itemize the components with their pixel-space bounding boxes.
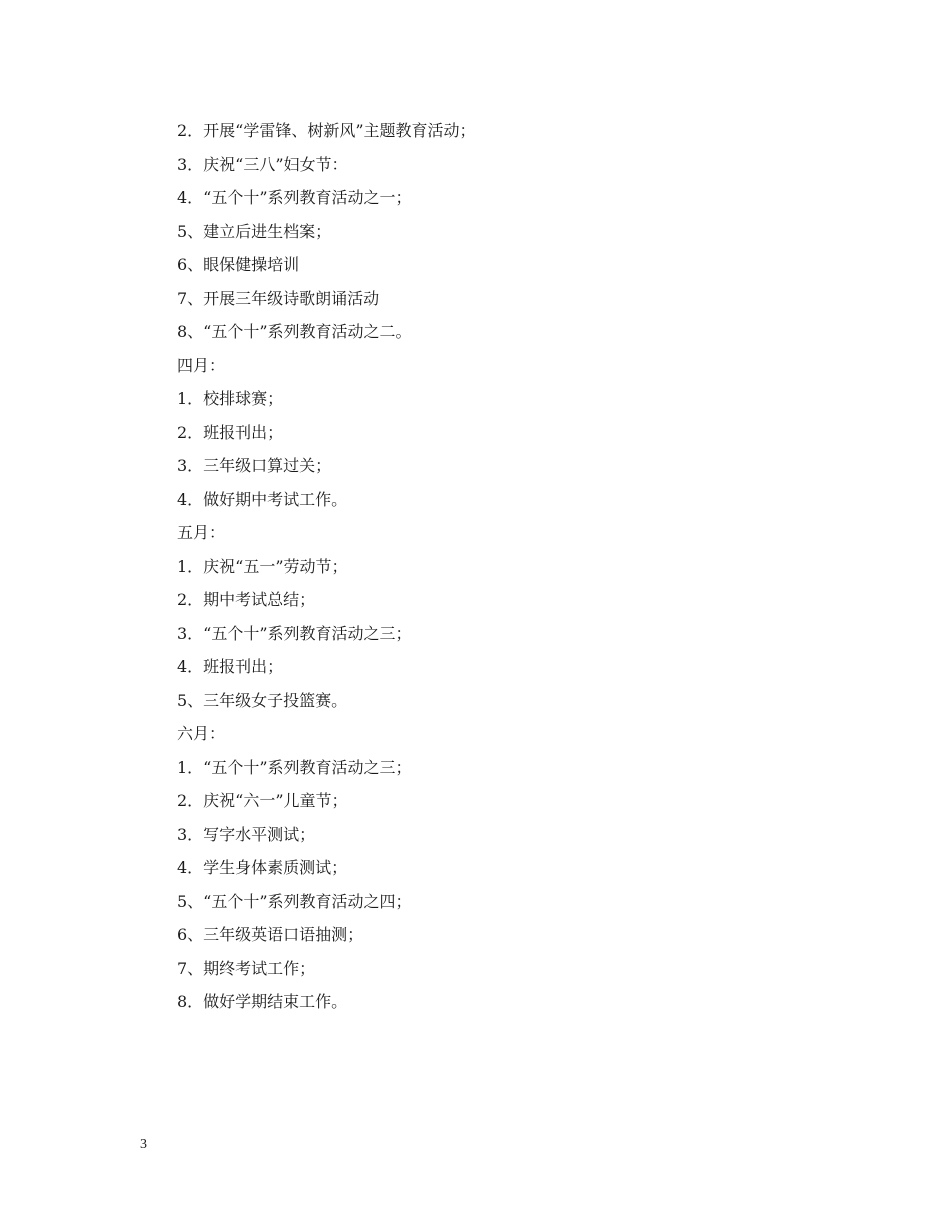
list-item: 2．开展“学雷锋、树新风”主题教育活动； <box>177 121 476 140</box>
list-item: 1．庆祝“五一”劳动节； <box>177 556 348 576</box>
list-item: 3．写字水平测试； <box>177 824 316 844</box>
list-item: 8．做好学期结束工作。 <box>177 992 348 1011</box>
section-heading-may: 五月： <box>177 523 226 542</box>
list-item: 1．校排球赛； <box>177 389 284 408</box>
list-item: 4．学生身体素质测试； <box>177 858 348 877</box>
list-item: 7、开展三年级诗歌朗诵活动 <box>177 288 380 308</box>
list-item: 4．“五个十”系列教育活动之一； <box>177 188 412 207</box>
document-body <box>177 114 817 1019</box>
list-item: 4．班报刊出； <box>177 657 284 676</box>
list-item: 7、期终考试工作； <box>177 958 316 978</box>
list-item: 8、“五个十”系列教育活动之二。 <box>177 322 412 341</box>
list-item: 5、建立后进生档案； <box>177 221 332 241</box>
list-item: 1．“五个十”系列教育活动之三； <box>177 757 412 777</box>
list-item: 5、三年级女子投篮赛。 <box>177 690 348 710</box>
list-item: 3．三年级口算过关； <box>177 456 332 475</box>
list-item: 4．做好期中考试工作。 <box>177 489 348 509</box>
list-item: 3．庆祝“三八”妇女节： <box>177 154 348 174</box>
list-item: 2．庆祝“六一”儿童节； <box>177 791 348 810</box>
list-item: 2．班报刊出； <box>177 422 284 442</box>
list-item: 6、眼保健操培训 <box>177 255 300 274</box>
list-item: 6、三年级英语口语抽测； <box>177 925 364 944</box>
section-heading-april: 四月： <box>177 355 226 375</box>
list-item: 2．期中考试总结； <box>177 590 316 609</box>
page-number: 3 <box>140 1137 147 1152</box>
section-heading-june: 六月： <box>177 724 226 743</box>
list-item: 3．“五个十”系列教育活动之三； <box>177 623 412 643</box>
list-item: 5、“五个十”系列教育活动之四； <box>177 891 412 911</box>
